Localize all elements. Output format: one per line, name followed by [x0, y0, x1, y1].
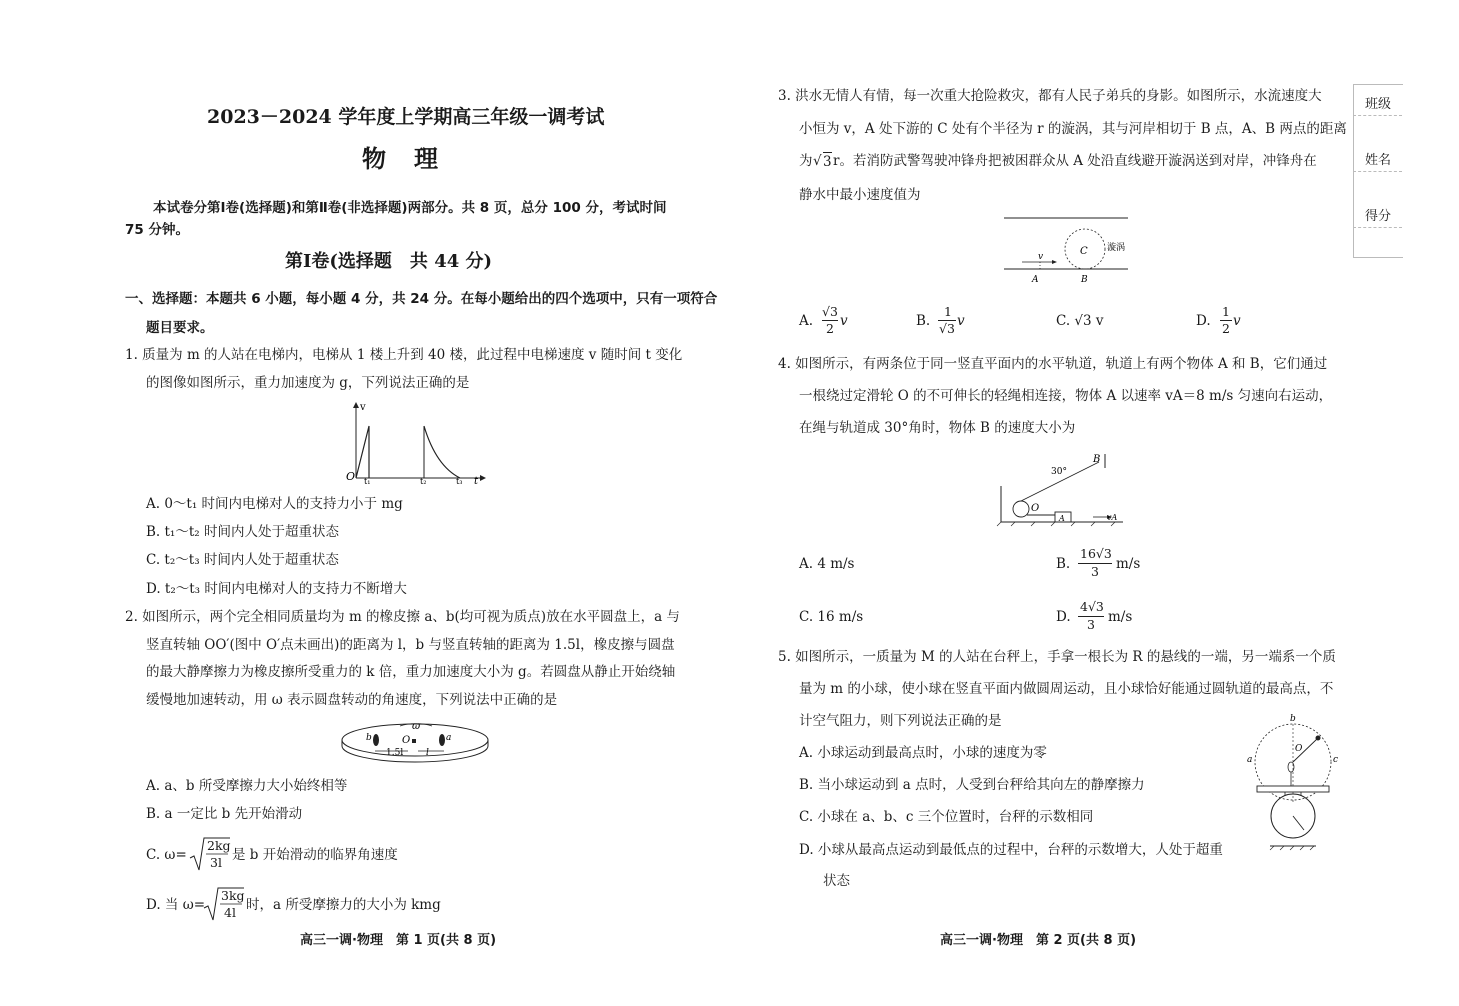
q2-label-d1: 1.5l [386, 748, 404, 758]
q3-opt-d-label: D. [1196, 313, 1211, 329]
q3-option-a[interactable] [799, 303, 879, 339]
q3-opt-b-label: B. [916, 313, 931, 329]
q5-option-d-line-1[interactable]: D. 小球从最高点运动到最低点的过程中，台秤的示数增大，人处于超重 [799, 842, 1223, 858]
q2-option-b[interactable]: B. a 一定比 b 先开始滑动 [146, 806, 303, 822]
q3-stem-line-4: 静水中最小速度值为 [799, 187, 921, 203]
q3-opt-a-den: 2 [826, 321, 834, 336]
q2-label-b: b [366, 733, 372, 743]
part-instruction-1: 一、选择题：本题共 6 小题，每小题 4 分，共 24 分。在每小题给出的四个选项中，只有一项符合 [125, 291, 718, 307]
q4-label-b: B [1093, 454, 1101, 465]
q2-disk-figure [340, 718, 490, 766]
q4-label-va: vA [1107, 513, 1118, 522]
footer-left: 高三一调·物理 第 1 页(共 8 页) [300, 933, 497, 948]
q1-label-t3: t₃ [456, 477, 463, 486]
q2-stem-line-1: 2. 如图所示，两个完全相同质量均为 m 的橡皮擦 a、b(均可视为质点)放在水平圆盘上，a 与 [125, 609, 680, 625]
q1-stem-line-1: 1. 质量为 m 的人站在电梯内，电梯从 1 楼上升到 40 楼，此过程中电梯速度 v 随时间 t 变化 [125, 347, 683, 363]
q3-label-c: C [1080, 246, 1088, 257]
q3-option-c[interactable]: C. √3 v [1056, 313, 1104, 329]
q3-stem-line-2: 小恒为 v，A 处下游的 C 处有个半径为 r 的漩涡，其与河岸相切于 B 点，A、B 两点的距离 [799, 121, 1347, 137]
q5-label-o: O [1295, 744, 1303, 754]
q2-option-d[interactable] [146, 884, 466, 924]
divider [1353, 171, 1402, 172]
q3-option-b[interactable] [916, 303, 996, 339]
q3-opt-b-den: √3 [939, 321, 955, 336]
q4-option-b[interactable] [1056, 545, 1176, 581]
q1-label-o: O [346, 470, 356, 483]
q4-stem-line-3: 在绳与轨道成 30°角时，物体 B 的速度大小为 [799, 420, 1076, 436]
q2-label-d2: l [426, 748, 429, 758]
q3-label-b: B [1081, 275, 1088, 285]
divider [1353, 227, 1402, 228]
q3-line3-prefix: 为 [799, 153, 813, 169]
part-instruction-2: 题目要求。 [146, 320, 214, 336]
q1-vt-graph [340, 400, 490, 485]
q5-label-c: c [1333, 755, 1339, 765]
class-label: 班级 [1365, 97, 1392, 112]
q5-option-d-line-2[interactable]: 状态 [823, 873, 850, 889]
q3-option-d[interactable] [1196, 303, 1276, 339]
q4-option-c[interactable]: C. 16 m/s [799, 609, 864, 625]
q3-label-v: v [1038, 252, 1044, 262]
q2-label-omega: ω [412, 721, 421, 732]
q1-label-t2: t₂ [420, 477, 427, 486]
q3-stem-line-3 [799, 150, 1339, 172]
q4-opt-b-unit: m/s [1116, 556, 1141, 572]
q4-label-o: O [1031, 503, 1040, 514]
score-label: 得分 [1365, 209, 1392, 224]
q1-option-a[interactable]: A. 0～t₁ 时间内电梯对人的支持力小于 mg [146, 496, 403, 512]
subject-title: 物理 [362, 144, 466, 173]
q2-option-c[interactable] [146, 834, 466, 874]
q4-option-d[interactable] [1056, 598, 1176, 634]
intro-line-1: 本试卷分第Ⅰ卷(选择题)和第Ⅱ卷(非选择题)两部分。共 8 页，总分 100 分，考试时间 [153, 200, 667, 216]
q4-opt-d-label: D. [1056, 609, 1071, 625]
q2-stem-line-3: 的最大静摩擦力为橡皮擦所受重力的 k 倍，重力加速度大小为 g。若圆盘从静止开始绕轴 [146, 664, 676, 680]
q5-stem-line-1: 5. 如图所示，一质量为 M 的人站在台秤上，手拿一根长为 R 的悬线的一端，另一端系一个质 [778, 649, 1336, 665]
q2-option-d-num: 3kg [221, 888, 245, 903]
q2-option-c-num: 2kg [207, 838, 231, 853]
q3-river-figure [1000, 214, 1135, 289]
q5-stem-line-2: 量为 m 的小球，使小球在竖直平面内做圆周运动，且小球恰好能通过圆轨道的最高点，不 [799, 681, 1334, 697]
q4-opt-b-label: B. [1056, 556, 1071, 572]
q3-opt-d-num: 1 [1222, 304, 1230, 319]
q5-option-b[interactable]: B. 当小球运动到 a 点时，人受到台秤给其向左的静摩擦力 [799, 777, 1145, 793]
q5-option-a[interactable]: A. 小球运动到最高点时，小球的速度为零 [799, 745, 1047, 761]
q4-opt-d-unit: m/s [1108, 609, 1133, 625]
q3-opt-b-num: 1 [944, 304, 952, 319]
q2-label-a: a [446, 733, 452, 743]
q4-opt-b-num: 16√3 [1080, 546, 1112, 561]
q2-stem-line-2: 竖直转轴 OO′(图中 O′点未画出)的距离为 l，b 与竖直转轴的距离为 1.5l，橡皮擦与圆盘 [146, 637, 675, 653]
q2-option-a[interactable]: A. a、b 所受摩擦力大小始终相等 [146, 778, 348, 794]
divider [1353, 115, 1402, 116]
q2-option-d-den: 4l [224, 905, 236, 920]
q3-label-vortex: 漩涡 [1107, 243, 1126, 253]
footer-right: 高三一调·物理 第 2 页(共 8 页) [940, 933, 1137, 948]
q2-option-c-prefix: C. ω= [146, 847, 187, 863]
q3-opt-d-den: 2 [1222, 321, 1230, 336]
q3-opt-b-v: v [957, 313, 965, 329]
q4-label-angle: 30° [1051, 467, 1067, 477]
q1-option-b[interactable]: B. t₁～t₂ 时间内人处于超重状态 [146, 524, 339, 540]
q4-option-a[interactable]: A. 4 m/s [799, 556, 855, 572]
q3-stem-line-1: 3. 洪水无情人有情，每一次重大抢险救灾，都有人民子弟兵的身影。如图所示，水流速度大 [778, 88, 1322, 104]
q1-label-t1: t₁ [364, 477, 371, 486]
q5-label-b: b [1290, 714, 1296, 724]
name-label: 姓名 [1365, 153, 1392, 168]
q3-opt-d-v: v [1233, 313, 1241, 329]
q4-opt-d-num: 4√3 [1080, 599, 1104, 614]
q5-stem-line-3: 计空气阻力，则下列说法正确的是 [799, 713, 1002, 729]
q2-option-c-den: 3l [210, 855, 222, 870]
q2-option-d-prefix: D. 当 ω= [146, 897, 206, 913]
q1-option-d[interactable]: D. t₂～t₃ 时间内电梯对人的支持力不断增大 [146, 581, 407, 597]
q5-label-a: a [1247, 755, 1253, 765]
q3-line3-radicand: 3 [823, 154, 832, 170]
intro-line-2: 75 分钟。 [125, 222, 189, 238]
q3-opt-a-v: v [840, 313, 848, 329]
q1-option-c[interactable]: C. t₂～t₃ 时间内人处于超重状态 [146, 552, 339, 568]
q3-label-a: A [1032, 275, 1039, 285]
q3-line3-radical-sign: √ [813, 153, 822, 169]
q2-option-c-suffix: 是 b 开始滑动的临界角速度 [232, 847, 398, 863]
q1-stem-line-2: 的图像如图所示，重力加速度为 g，下列说法正确的是 [146, 375, 470, 391]
q3-opt-a-num: √3 [822, 304, 838, 319]
q2-label-o: O [402, 735, 411, 746]
q4-stem-line-2: 一根绕过定滑轮 O 的不可伸长的轻绳相连接，物体 A 以速率 vA＝8 m/s 匀速向右运动， [799, 388, 1333, 404]
q2-option-d-suffix: 时，a 所受摩擦力的大小为 kmg [246, 897, 441, 913]
q5-circular-motion-figure [1240, 712, 1345, 852]
q3-line3-suffix: r。若消防武警驾驶冲锋舟把被困群众从 A 处沿直线避开漩涡送到对岸，冲锋舟在 [833, 153, 1317, 169]
q4-label-a: A [1059, 514, 1065, 523]
q1-label-v: v [360, 402, 366, 413]
exam-title: 2023－2024 学年度上学期高三年级一调考试 [207, 106, 605, 128]
q5-option-c[interactable]: C. 小球在 a、b、c 三个位置时，台秤的示数相同 [799, 809, 1094, 825]
q4-stem-line-1: 4. 如图所示，有两条位于同一竖直平面内的水平轨道，轨道上有两个物体 A 和 B，它们通过 [778, 356, 1328, 372]
q4-pulley-figure [995, 446, 1130, 531]
q1-label-t: t [474, 476, 479, 487]
q3-opt-a-label: A. [799, 313, 814, 329]
q4-opt-d-den: 3 [1087, 617, 1095, 632]
section-title: 第Ⅰ卷(选择题 共 44 分) [285, 251, 493, 272]
q4-opt-b-den: 3 [1091, 564, 1099, 579]
q2-stem-line-4: 缓慢地加速转动，用 ω 表示圆盘转动的角速度，下列说法中正确的是 [146, 692, 558, 708]
